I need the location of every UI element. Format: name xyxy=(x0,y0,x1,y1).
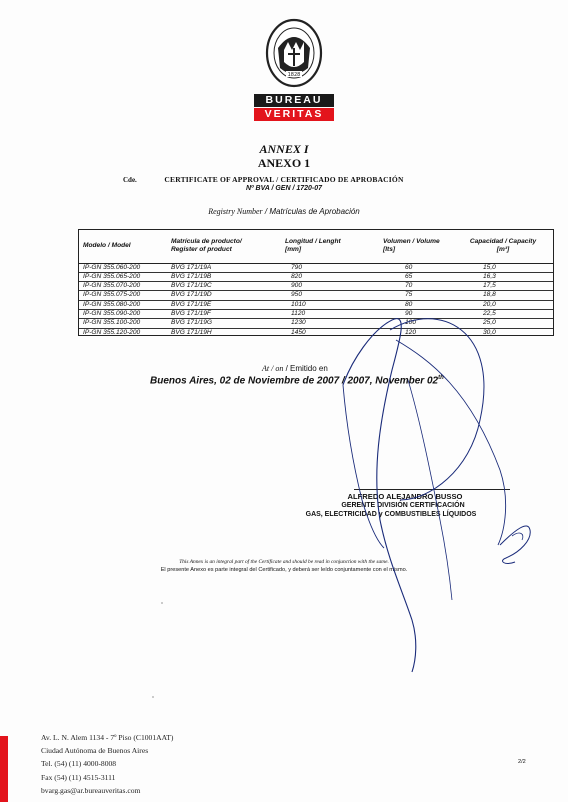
brand-red-bar xyxy=(0,736,8,802)
col-header-capacity: Capacidad / Capacity [m³] xyxy=(453,230,553,263)
col-header-register: Matrícula de producto/ Register of product xyxy=(167,230,265,263)
col-header-model: Modelo / Model xyxy=(79,230,167,263)
footer-email: bvarg.gas@ar.bureauveritas.com xyxy=(41,785,141,795)
certificate-title: CERTIFICATE OF APPROVAL / CERTIFICADO DE APROBACIÓN xyxy=(164,175,404,184)
certificate-number: Nº BVA / GEN / 1720-07 xyxy=(245,185,323,192)
table-row: IP-GN 355.060-200 BVG 171/19A 790 60 15,0 xyxy=(79,263,553,272)
table-row: IP-GN 355.075-200 BVG 171/19D 950 75 18,8 xyxy=(79,291,553,300)
signer-role: GERENTE DIVISIÓN CERTIFICACIÓN xyxy=(341,502,465,509)
annex-title-en: ANNEX I xyxy=(259,142,309,156)
signer-department: GAS, ELECTRICIDAD y COMBUSTIBLES LÍQUIDOS xyxy=(305,511,477,518)
scan-speck xyxy=(152,696,154,698)
annex-note-es: El presente Anexo es parte integral del Certificado, y deberá ser leído conjuntamente con el mismo. xyxy=(160,567,408,573)
table-header-row xyxy=(79,230,553,263)
page-number: 2/2 xyxy=(518,759,526,765)
bureau-veritas-seal-icon xyxy=(264,18,324,88)
annex-note-en: This Annex is an integral part of the Certificate and should be read in conjunction with the same. xyxy=(179,559,389,565)
annex-title-es: ANEXO 1 xyxy=(257,156,311,170)
signature-line xyxy=(354,489,510,490)
footer-address xyxy=(41,731,173,797)
footer-address-line-2: Ciudad Autónoma de Buenos Aires xyxy=(41,746,149,756)
svg-text:1828: 1828 xyxy=(287,72,301,78)
registry-heading-en: Registry Number xyxy=(208,207,263,216)
table-row: IP-GN 355.120-200 BVG 171/19H 1450 120 30,0 xyxy=(83,328,496,336)
footer-fax: Fax (54) (11) 4515-3111 xyxy=(41,772,116,782)
approval-table xyxy=(78,229,554,336)
table-row: IP-GN 355.090-200 BVG 171/19F 1120 90 22,5 xyxy=(79,309,553,318)
table-row: IP-GN 355.070-200 BVG 171/19C 900 70 17,5 xyxy=(79,282,553,291)
brand-name-veritas: VERITAS xyxy=(254,108,334,121)
bureau-veritas-logo xyxy=(254,18,334,138)
issue-place-label: At / on / Emitido en xyxy=(262,364,328,373)
footer-tel: Tel. (54) (11) 4000-8008 xyxy=(41,759,117,769)
scan-speck xyxy=(161,602,163,604)
col-header-length: Longitud / Lenght [mm] xyxy=(265,230,361,263)
cde-label: Cde. xyxy=(123,176,137,184)
registry-heading-es: / Matrículas de Aprobación xyxy=(262,207,360,216)
table-row: IP-GN 355.065-200 BVG 171/19B 820 65 16,3 xyxy=(79,272,553,281)
brand-name-bureau: BUREAU xyxy=(254,94,334,107)
issue-place-date: Buenos Aires, 02 de Noviembre de 2007 / 2007, November 02th xyxy=(150,375,444,387)
table-row: IP-GN 355.100-200 BVG 171/19G 1230 100 25,0 xyxy=(79,319,553,328)
table-row: IP-GN 355.080-200 BVG 171/19E 1010 80 20,0 xyxy=(79,300,553,309)
registry-heading xyxy=(0,207,568,216)
signer-name: ALFREDO ALEJANDRO BUSSO xyxy=(347,492,463,501)
col-header-volume: Volumen / Volume [lts] xyxy=(361,230,453,263)
footer-address-line-1: Av. L. N. Alem 1134 - 7º Piso (C1001AAT) xyxy=(41,733,174,742)
